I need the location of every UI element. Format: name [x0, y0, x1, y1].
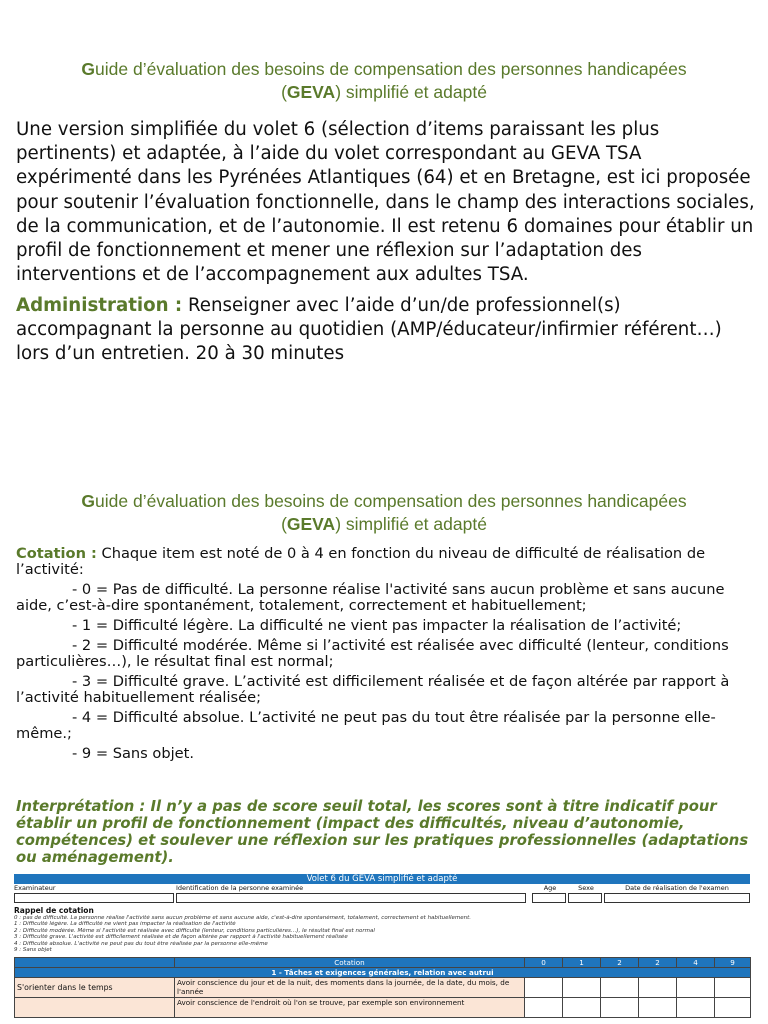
score-cell[interactable] [601, 998, 639, 1018]
identification-label: Identification de la personne examinée [176, 884, 304, 892]
administration-text: Renseigner avec l’aide d’un/de professionnel(s) accompagnant la personne au quotidien (AMP/éducateur/infirmier référent…) lors d’un entretien. 20 à 30 minutes [16, 295, 722, 365]
title-geva: GEVA [286, 514, 336, 534]
rappel-line: 4 : Difficulté absolue. L'activité ne peut pas du tout être réalisée par la personne elle-même [14, 940, 268, 947]
header-score: 0 [525, 958, 563, 968]
score-cell[interactable] [715, 998, 751, 1018]
sexe-field[interactable] [568, 893, 602, 903]
score-item: - 0 = Pas de difficulté. La personne réalise l'activité sans aucun problème et sans aucune aide, c’est-à-dire spontanément, totalement, correctement et habituellement; [16, 581, 725, 614]
slide-2-title [0, 490, 768, 536]
score-cell[interactable] [639, 998, 677, 1018]
date-label: Date de réalisation de l'examen [625, 884, 729, 892]
examinateur-field[interactable] [14, 893, 174, 903]
header-score: 9 [715, 958, 751, 968]
geva-sheet [14, 874, 750, 1018]
rappel-line: 0 : pas de difficulté. La personne réalise l'activité sans aucun problème et sans aucune aide, c'est-à-dire spontanément, totalement, correctement et habituellement. [14, 915, 472, 921]
cotation-table [14, 957, 751, 1018]
header-blank [15, 958, 175, 968]
title-line2: ) simplifié et adapté [335, 82, 487, 102]
sheet-title: Volet 6 du GEVA simplifié et adapté [14, 874, 750, 884]
domain-cell [15, 998, 175, 1018]
table-header [15, 958, 751, 968]
score-item: - 3 = Difficulté grave. L’activité est difficilement réalisée et de façon altérée par rapport à l’activité habituellement réalisée; [16, 673, 730, 706]
title-text: uide d’évaluation des besoins de compensation des personnes handicapées [95, 491, 687, 511]
description-cell: Avoir conscience de l'endroit où l'on se trouve, par exemple son environnement [175, 998, 525, 1018]
score-cell[interactable] [525, 998, 563, 1018]
score-cell[interactable] [639, 978, 677, 998]
age-label: Age [543, 884, 557, 892]
description-cell: Avoir conscience du jour et de la nuit, des moments dans la journée, de la date, du mois, de l'année [175, 978, 525, 998]
score-cell[interactable] [563, 998, 601, 1018]
rappel-line: 2 : Difficulté modérée. Même si l'activité est réalisée avec difficulté (lenteur, conditions particulières…), le résultat final est normal [14, 927, 375, 934]
identification-field[interactable] [176, 893, 526, 903]
header-score: 1 [563, 958, 601, 968]
score-item: - 1 = Difficulté légère. La difficulté ne vient pas impacter la réalisation de l’activité; [72, 617, 682, 634]
title-text: uide d’évaluation des besoins de compensation des personnes handicapées [95, 59, 687, 79]
cotation-label: Cotation : [16, 545, 97, 562]
header-score: 2 [639, 958, 677, 968]
score-item: - 2 = Difficulté modérée. Même si l’activité est réalisée avec difficulté (lenteur, conditions particulières…), le résultat final est normal; [16, 637, 729, 670]
score-cell[interactable] [677, 998, 715, 1018]
table-row [15, 998, 751, 1018]
header-score: 4 [677, 958, 715, 968]
age-field[interactable] [532, 893, 566, 903]
title-initial: G [81, 59, 96, 79]
score-cell[interactable] [677, 978, 715, 998]
title-line2: ) simplifié et adapté [335, 514, 487, 534]
cotation-text: Chaque item est noté de 0 à 4 en fonction du niveau de difficulté de réalisation de l’activité: [16, 545, 706, 578]
header-cotation: Cotation [175, 958, 525, 968]
title-paren: ( [281, 82, 287, 102]
title-initial: G [81, 491, 96, 511]
score-cell[interactable] [715, 978, 751, 998]
intro-paragraph: Une version simplifiée du volet 6 (sélection d’items paraissant les plus pertinents) et adaptée, à l’aide du volet correspondant au GEVA TSA expérimenté dans les Pyrénées Atlantiques (64) et en Bretagne, est ici proposée pour soutenir l’évaluation fonctionnelle, dans le champ des interactions sociales, de la communication, et de l’autonomie. Il est retenu 6 domaines pour établir un profil de fonctionnement et mener une réflexion sur l’adaptation des interventions et de l’accompagnement aux adultes TSA. [16, 119, 755, 286]
interpretation-paragraph: Interprétation : Il n’y a pas de score seuil total, les scores sont à titre indicatif pour établir un profil de fonctionnement (impact des difficultés, niveau d’autonomie, compétences) et soulever une réflexion sur les pratiques professionnelles (adaptations ou aménagement). [16, 798, 749, 866]
score-cell[interactable] [563, 978, 601, 998]
rappel-title: Rappel de cotation [14, 906, 94, 915]
title-paren: ( [281, 514, 287, 534]
sexe-label: Sexe [578, 884, 594, 892]
rappel-line: 1 : Difficulté légère. La difficulté ne vient pas impacter la réalisation de l'activité [14, 921, 236, 928]
cotation-block [16, 546, 756, 762]
score-item: - 4 = Difficulté absolue. L’activité ne peut pas du tout être réalisée par la personne elle-même.; [16, 709, 716, 742]
rappel-line: 3 : Difficulté grave. L'activité est difficilement réalisée et de façon altérée par rapport à l'activité habituellement réalisée [14, 934, 348, 941]
rappel-line: 9 : Sans objet [14, 947, 52, 954]
section-title: 1 - Tâches et exigences générales, relation avec autrui [15, 968, 751, 978]
sheet-meta-labels [14, 884, 750, 893]
section-header [15, 968, 751, 978]
sheet-meta-fields [14, 893, 750, 903]
date-field[interactable] [604, 893, 750, 903]
header-score: 2 [601, 958, 639, 968]
administration-label: Administration : [16, 295, 183, 316]
score-item: - 9 = Sans objet. [72, 745, 194, 762]
examinateur-label: Examinateur [14, 884, 56, 892]
score-cell[interactable] [525, 978, 563, 998]
title-geva: GEVA [286, 82, 336, 102]
score-cell[interactable] [601, 978, 639, 998]
table-row [15, 978, 751, 998]
domain-cell: S'orienter dans le temps [15, 978, 175, 998]
